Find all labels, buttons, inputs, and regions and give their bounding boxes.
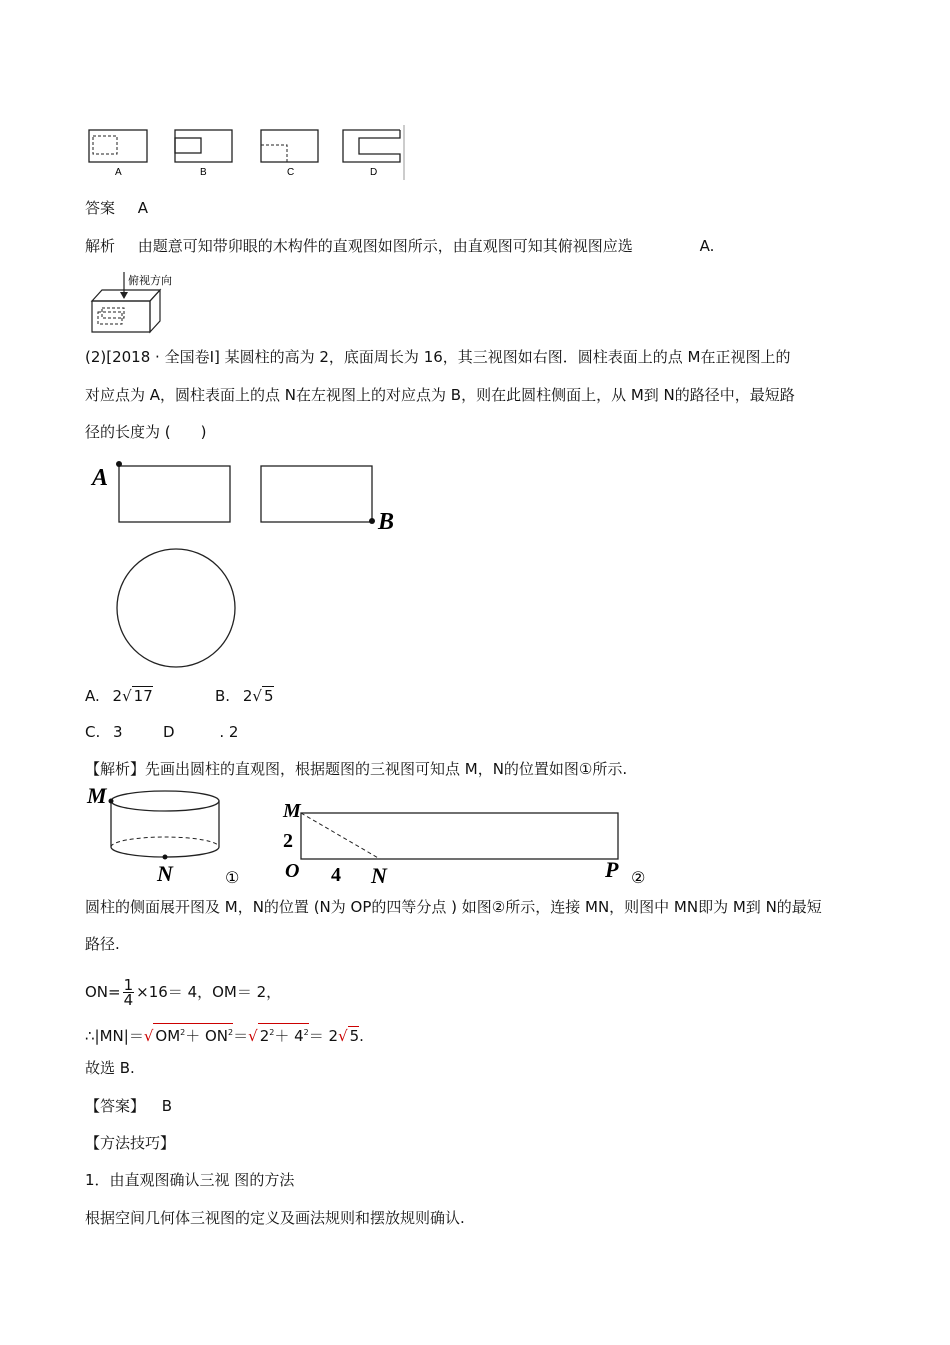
answer-1 bbox=[85, 198, 148, 218]
cylinder-unfold-figure bbox=[85, 785, 655, 890]
view-b-label: B bbox=[200, 167, 207, 178]
view-c-outer bbox=[261, 130, 318, 162]
label-o: O bbox=[285, 860, 300, 882]
eq2-rad2 bbox=[258, 1023, 309, 1045]
view-a-label: A bbox=[115, 167, 122, 178]
eq2-result-coef: ＝ 2 bbox=[308, 1027, 339, 1045]
question-2-line-3: 径的长度为 ( ) bbox=[85, 423, 207, 441]
eq1-den: 4 bbox=[123, 991, 134, 1009]
block-front bbox=[92, 301, 150, 332]
view-b-inner bbox=[175, 138, 201, 153]
option-a-label: A. bbox=[85, 687, 100, 705]
eq2-rad1 bbox=[153, 1023, 233, 1045]
side-view bbox=[261, 466, 372, 522]
point-b bbox=[369, 518, 375, 524]
option-a-rad: 17 bbox=[133, 687, 153, 705]
eq2-period: . bbox=[359, 1027, 364, 1045]
eq2-exp-3: 2 bbox=[269, 1028, 275, 1037]
equation-2 bbox=[85, 1023, 364, 1046]
eq2-two: 2 bbox=[259, 1027, 270, 1045]
view-a-inner bbox=[93, 136, 117, 154]
eq2-four: ＋ 4 bbox=[274, 1027, 304, 1045]
eq2-exp-4: 2 bbox=[303, 1028, 309, 1037]
circle-1: ① bbox=[225, 868, 240, 887]
point-n bbox=[163, 855, 168, 860]
sqrt-sign: √ bbox=[122, 687, 132, 705]
option-views-figure bbox=[85, 125, 415, 183]
option-a bbox=[85, 686, 153, 706]
answer-2 bbox=[85, 1096, 172, 1116]
eq2-eq: ＝ bbox=[233, 1027, 249, 1045]
path-mn bbox=[301, 813, 380, 859]
top-view bbox=[117, 549, 235, 667]
block-side bbox=[150, 290, 160, 332]
tips-item-1: 1．由直观图确认三视 图的方法 bbox=[85, 1171, 295, 1189]
eq2-exp-1: 2 bbox=[180, 1028, 186, 1037]
cylinder-bottom-back bbox=[111, 837, 219, 847]
question-2-line-2: 对应点为 A，圆柱表面上的点 N在左视图上的对应点为 B，则在此圆柱侧面上，从 M到 N的路径中，最短路 bbox=[85, 386, 795, 404]
analysis-1-choice: A. bbox=[699, 237, 715, 255]
sqrt-sign: √ bbox=[252, 687, 262, 705]
point-a bbox=[116, 461, 122, 467]
unfolded-rectangle bbox=[301, 813, 618, 859]
view-a-outer bbox=[89, 130, 147, 162]
question-2-line-1: (2)[2018 · 全国卷Ⅰ] 某圆柱的高为 2，底面周长为 16，其三视图如右图．圆柱表面上的点 M在正视图上的 bbox=[85, 348, 791, 366]
conclusion: 故选 B. bbox=[85, 1059, 135, 1077]
option-d-label: D bbox=[163, 723, 175, 741]
cylinder-top bbox=[111, 791, 219, 811]
tips-title: 【方法技巧】 bbox=[85, 1134, 176, 1152]
eq1-rest: ×16＝ 4，OM＝ 2， bbox=[136, 983, 282, 1001]
option-b bbox=[215, 686, 274, 706]
option-d bbox=[163, 722, 238, 742]
label-m2: M bbox=[283, 800, 301, 822]
label-n: N bbox=[157, 861, 173, 886]
point-m bbox=[109, 799, 114, 804]
label-p: P bbox=[605, 857, 619, 882]
view-d-shape bbox=[343, 130, 400, 162]
label-4: 4 bbox=[331, 864, 341, 886]
option-b-rad: 5 bbox=[263, 687, 274, 705]
label-m: M bbox=[87, 783, 107, 808]
analysis-1-label: 解析 bbox=[85, 237, 116, 255]
eq2-prefix: ∴|MN|＝ bbox=[85, 1027, 144, 1045]
label-a: A bbox=[92, 465, 109, 491]
answer-2-value: B bbox=[161, 1097, 173, 1115]
view-c-dashed bbox=[261, 145, 287, 162]
eq1-fraction bbox=[123, 978, 135, 1007]
option-b-label: B. bbox=[215, 687, 231, 705]
label-2: 2 bbox=[283, 830, 293, 852]
front-view bbox=[119, 466, 230, 522]
option-c bbox=[85, 722, 123, 742]
eq1-lhs: ON= bbox=[85, 983, 121, 1001]
analysis-1 bbox=[85, 236, 714, 256]
view-c-label: C bbox=[287, 167, 295, 178]
answer-1-value: A bbox=[137, 199, 149, 217]
label-n2: N bbox=[371, 863, 387, 888]
answer-1-label: 答案 bbox=[85, 199, 116, 217]
analysis-2: 【解析】先画出圆柱的直观图，根据题图的三视图可知点 M，N的位置如图①所示. bbox=[85, 760, 628, 778]
option-a-coef: 2 bbox=[112, 687, 123, 705]
paragraph-1-line-2: 路径. bbox=[85, 935, 120, 953]
circle-2: ② bbox=[631, 868, 646, 887]
paragraph-1-line-1: 圆柱的侧面展开图及 M，N的位置 (N为 OP的四等分点 ) 如图②所示，连接 MN，则图中 MN即为 M到 N的最短 bbox=[85, 898, 822, 916]
eq2-result-rad: 5 bbox=[349, 1027, 360, 1045]
cylinder-three-views bbox=[88, 455, 418, 675]
eq1-num: 1 bbox=[123, 976, 134, 994]
sqrt-sign: √ bbox=[248, 1027, 258, 1045]
analysis-1-text: 由题意可知带卯眼的木构件的直观图如图所示，由直观图可知其俯视图应选 bbox=[137, 237, 633, 255]
mortise-block-figure bbox=[88, 268, 188, 340]
view-b-outer bbox=[175, 130, 232, 162]
sqrt-sign: √ bbox=[338, 1027, 348, 1045]
option-c-value: 3 bbox=[113, 723, 123, 741]
view-d-label: D bbox=[370, 167, 378, 178]
answer-2-label: 【答案】 bbox=[85, 1097, 146, 1115]
eq2-exp-2: 2 bbox=[228, 1028, 234, 1037]
eq2-on: ＋ ON bbox=[185, 1027, 229, 1045]
tips-item-1-body: 根据空间几何体三视图的定义及画法规则和摆放规则确认. bbox=[85, 1209, 465, 1227]
sqrt-sign: √ bbox=[143, 1027, 154, 1045]
eq2-om: OM bbox=[155, 1027, 181, 1045]
view-direction-label: 俯视方向 bbox=[128, 274, 172, 287]
label-b: B bbox=[378, 509, 395, 535]
option-b-coef: 2 bbox=[242, 687, 253, 705]
option-d-value: . 2 bbox=[219, 723, 239, 741]
equation-1 bbox=[85, 975, 281, 1009]
option-c-label: C. bbox=[85, 723, 101, 741]
